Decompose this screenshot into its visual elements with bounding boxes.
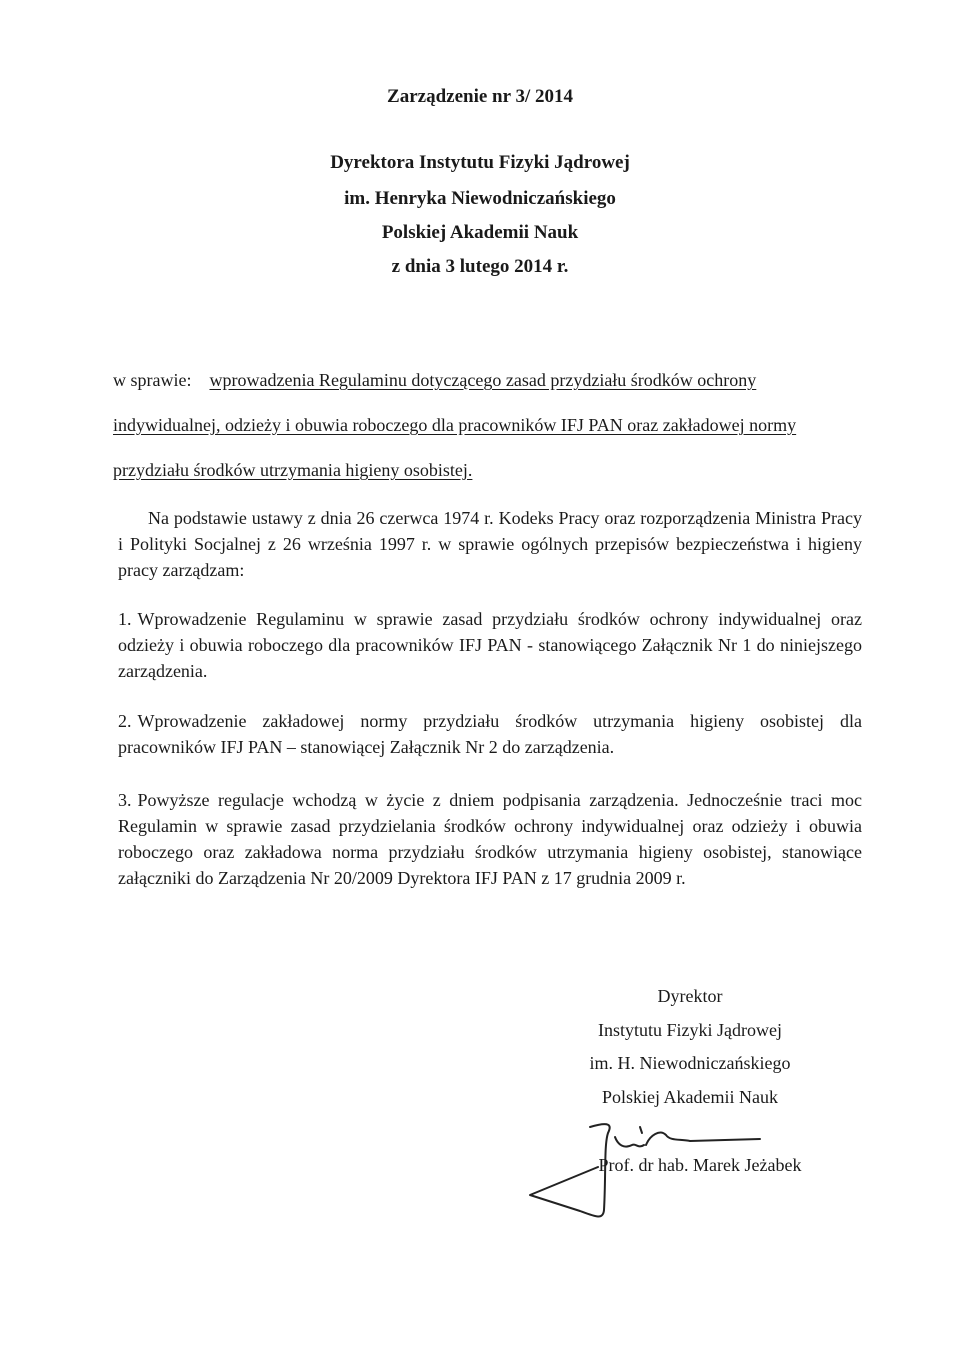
signatory-name: Prof. dr hab. Marek Jeżabek (598, 1155, 802, 1175)
list-item (118, 708, 862, 760)
item-number: 1. (118, 609, 132, 629)
signatory-patron: im. H. Niewodniczańskiego (589, 1053, 791, 1073)
item-number: 3. (118, 790, 132, 810)
document-title: Zarządzenie nr 3/ 2014 (387, 86, 573, 107)
issuer-line-2: im. Henryka Niewodniczańskiego (344, 188, 616, 209)
item-text: Powyższe regulacje wchodzą w życie z dniem podpisania zarządzenia. Jednocześnie traci moc Regulamin w sprawie zasad przydzielania środków ochrony indywidualnej oraz odzieży i obuwia roboczego oraz zakładowa norma przydziału środków utrzymania higieny osobistej, stanowiące załączniki do Zarządzenia Nr 20/2009 Dyrektora IFJ PAN z 17 grudnia 2009 r. (118, 790, 862, 888)
intro-paragraph: Na podstawie ustawy z dnia 26 czerwca 1974 r. Kodeks Pracy oraz rozporządzenia Ministra Pracy i Polityki Socjalnej z 26 września 1997 r. w sprawie ogólnych przepisów bezpieczeństwa i higieny pracy zarządzam: (118, 508, 862, 580)
list-item (118, 606, 862, 684)
list-item (118, 787, 862, 891)
signatory-title: Dyrektor (657, 986, 723, 1006)
item-text: Wprowadzenie Regulaminu w sprawie zasad przydziału środków ochrony indywidualnej oraz odzieży i obuwia roboczego dla pracowników IFJ PAN - stanowiącego Załącznik Nr 1 do niniejszego zarządzenia. (118, 609, 862, 681)
subject-text: wprowadzenia Regulaminu dotyczącego zasad przydziału środków ochrony indywidualnej, odzieży i obuwia roboczego dla pracowników IFJ PAN oraz zakładowej normy przydziału środków utrzymania higieny osobistej. (113, 370, 797, 480)
subject-label: w sprawie: (113, 370, 192, 390)
item-number: 2. (118, 711, 132, 731)
signatory-institute: Instytutu Fizyki Jądrowej (598, 1020, 782, 1040)
issuer-line-3: Polskiej Akademii Nauk (381, 222, 579, 243)
item-text: Wprowadzenie zakładowej normy przydziału środków utrzymania higieny osobistej dla pracowników IFJ PAN – stanowiącej Załącznik Nr 2 do zarządzenia. (118, 711, 862, 757)
issuer-line-1: Dyrektora Instytutu Fizyki Jądrowej (330, 152, 630, 173)
subject-block (113, 358, 865, 493)
issue-date: z dnia 3 lutego 2014 r. (391, 256, 569, 277)
signatory-academy: Polskiej Akademii Nauk (602, 1087, 778, 1107)
